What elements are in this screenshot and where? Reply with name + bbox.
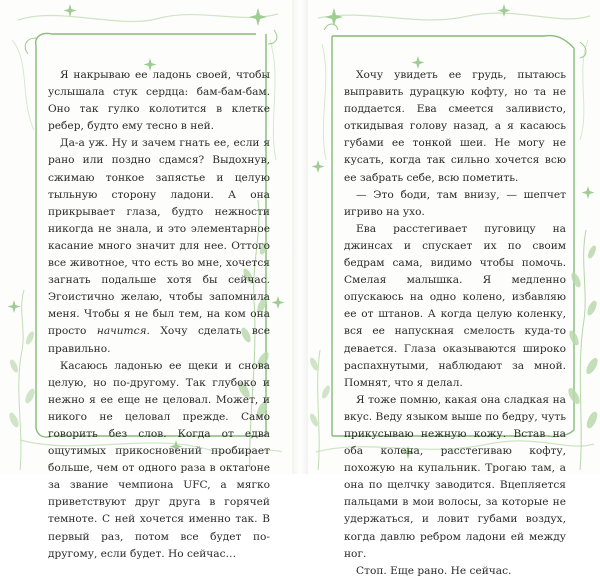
right-page [308, 0, 600, 577]
paragraph: Стоп. Еще рано. Не сейчас. [356, 564, 512, 577]
paragraph [48, 135, 270, 357]
paragraph-text: . Хочу сделать все правильно. [48, 325, 270, 355]
italic-word: начится [96, 325, 147, 338]
paragraph: Касаюсь ладонью ее щеки и снова целую, но по-другому. Так глубоко и нежно я ее еще не целовал. Может, и никого не целовал прежде. Само говорить без слов. Когда от едва ощутимых прикосновений пробирает больше, чем от одного раза в октагоне за звание чемпиона UFC, а мягко приветствуют друг друга в горячей темноте. С ней хочется именно так. В первый раз, потом все будет по-другому, если будет. Но сейчас… [48, 359, 270, 560]
left-page-text [48, 67, 270, 563]
paragraph: Я накрываю ее ладонь своей, чтобы услышала стук сердца: бам-бам-бам. Оно так гулко колотится в клетке ребер, будто ему тесно в ней. [48, 69, 270, 133]
paragraph: Я тоже помню, какая она сладкая на вкус. Веду языком выше по бедру, чуть прикусываю нежную кожу. Встав на оба колена, расстегиваю кофту, похожую на купальник. Трогаю там, а она по щелчку заводится. Вцепляется пальцами в мои волосы, за которые не удержаться, и ловит губами воздух, когда давлю ребром ладони ей между ног. [344, 393, 566, 560]
right-page-text [344, 67, 566, 580]
book-gutter [292, 0, 308, 474]
left-page [0, 0, 292, 560]
paragraph: Ева расстегивает пуговицу на джинсах и спускает их по своим бедрам сама, видимо чтобы помочь. Смелая малышка. Я медленно опускаюсь на одно колено, избавляю ее от штанов. А когда целую коленку, вся ее напускная смелость куда-то девается. Глаза оказываются широко распахнутыми, наблюдают за мной. Помнят, что я делал. [344, 222, 566, 389]
paragraph-text: Да-а уж. Ну и зачем гнать ее, если я рано или поздно сдамся? Выдохнув, сжимаю тонкое запястье и целую тыльную сторону ладони. А она прикрывает глаза, будто нежности никогда не знала, и это элементарное касание много значит для нее. Оттого все животное, что есть во мне, хочется загнать подальше хотя бы сейчас. Эгоистично желаю, чтобы запомнила меня. Чтобы я не был тем, на ком она просто [48, 137, 270, 338]
paragraph: Хочу увидеть ее грудь, пытаюсь выправить дурацкую кофту, но та не поддается. Ева смеется заливисто, откидывая голову назад, а я касаюсь губами ее тонкой шеи. Не могу не кусать, когда так сильно хочется всю ее забрать себе, всю пометить. [344, 69, 566, 184]
paragraph: — Это боди, там внизу, — шепчет игриво на ухо. [344, 188, 566, 218]
